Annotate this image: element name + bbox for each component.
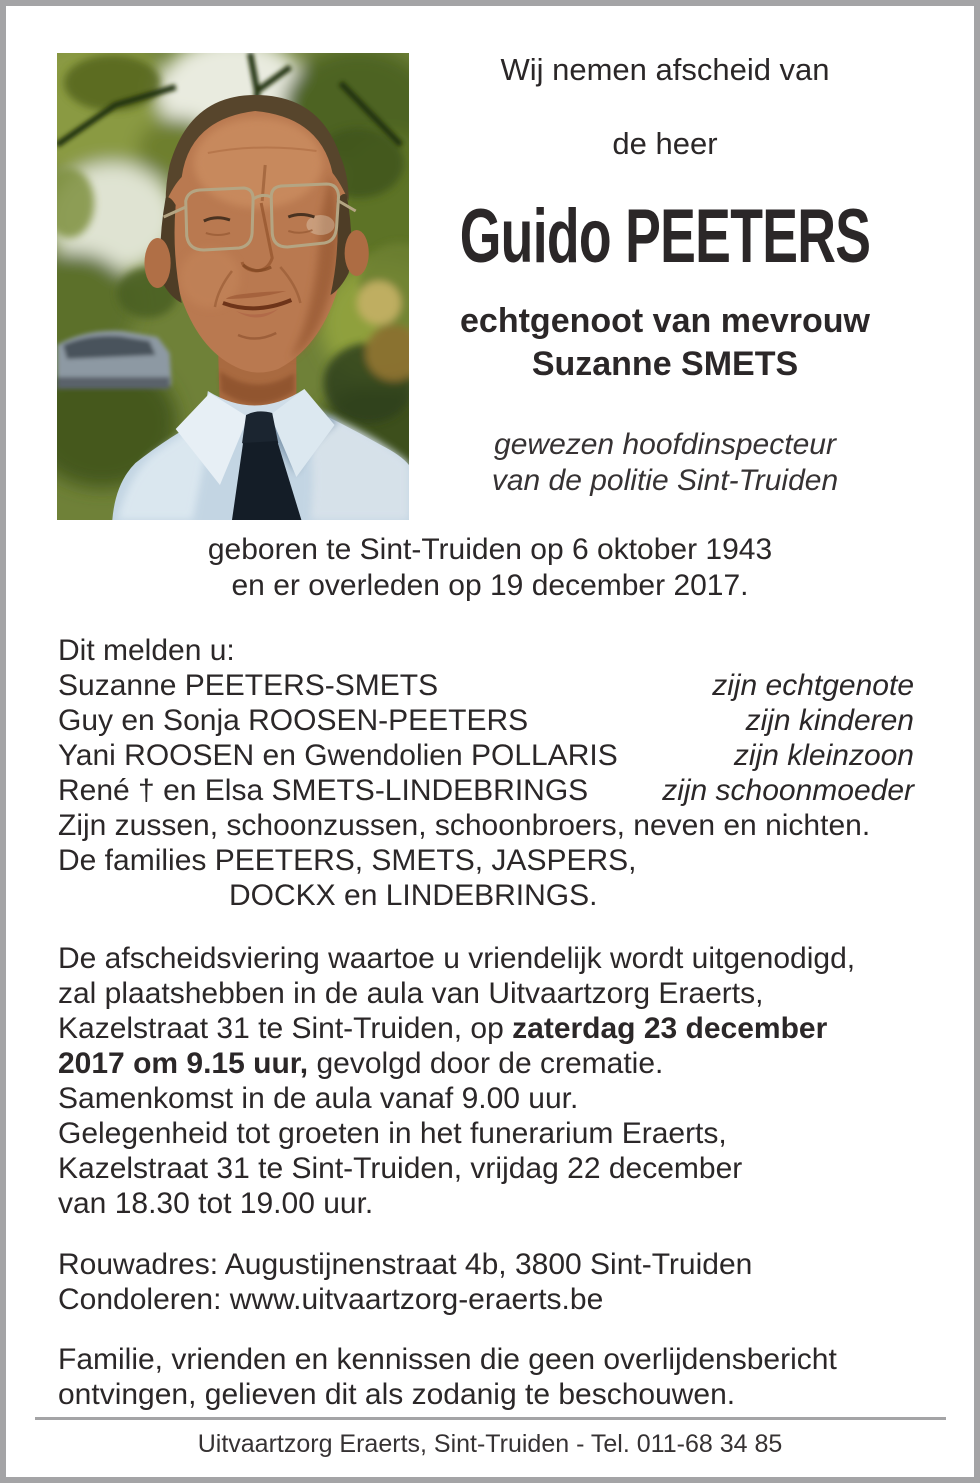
relative-names: René † en Elsa SMETS-LINDEBRINGS [58,774,589,807]
relatives-extra-line-2: De families PEETERS, SMETS, JASPERS, [58,844,637,877]
service-line-2: zal plaatshebben in de aula van Uitvaartzorg Eraerts, [58,977,764,1010]
contact-rouwadres: Rouwadres: Augustijnenstraat 4b, 3800 Sint-Truiden [58,1248,753,1281]
service-line-8: van 18.30 tot 19.00 uur. [58,1187,374,1220]
notice-block [58,1342,914,1412]
relative-row [58,668,914,703]
announcement-block [58,633,914,913]
relatives-extra-line-3: DOCKX en LINDEBRINGS. [229,879,598,912]
service-line-1: De afscheidsviering waartoe u vriendelijk wordt uitgenodigd, [58,942,856,975]
relation-line-1: echtgenoot van mevrouw [460,302,870,340]
relative-names: Suzanne PEETERS-SMETS [58,669,439,702]
service-line-4 [58,1046,914,1081]
relative-relation: zijn schoonmoeder [662,774,914,807]
service-line-3 [58,1011,914,1046]
footer-divider [35,1417,946,1420]
contact-block [58,1247,914,1317]
relative-names: Guy en Sonja ROOSEN-PEETERS [58,704,529,737]
relative-names: Yani ROOSEN en Gwendolien POLLARIS [58,739,618,772]
service-line-4-bold: 2017 om 9.15 uur, [58,1047,309,1080]
service-line-7: Kazelstraat 31 te Sint-Truiden, vrijdag 22 december [58,1152,743,1185]
service-line-4-normal: gevolgd door de crematie. [308,1047,664,1080]
service-line-3-normal: Kazelstraat 31 te Sint-Truiden, op [58,1012,513,1045]
relative-row [58,738,914,773]
relation-block [415,300,915,386]
service-line-3-bold: zaterdag 23 december [512,1012,828,1045]
deceased-name-text: Guido PEETERS [459,194,871,279]
footer-text: Uitvaartzorg Eraerts, Sint-Truiden - Tel. 011-68 34 85 [197,1430,783,1458]
relation-line-2: Suzanne SMETS [531,345,799,383]
service-block [58,941,914,1221]
former-title-block [415,427,915,499]
service-line-5: Samenkomst in de aula vanaf 9.00 uur. [58,1082,579,1115]
service-line-6: Gelegenheid tot groeten in het funerarium Eraerts, [58,1117,727,1150]
relative-relation: zijn kinderen [745,704,914,737]
header-intro-line-2: de heer [612,126,718,161]
portrait-photo [57,53,409,520]
relatives-extra-line-1: Zijn zussen, schoonzussen, schoonbroers, neven en nichten. [58,809,871,842]
contact-condoleren: Condoleren: www.uitvaartzorg-eraerts.be [58,1283,604,1316]
life-dates-line-2: en er overleden op 19 december 2017. [231,569,749,602]
former-title-line-2: van de politie Sint-Truiden [491,464,839,497]
relative-row [58,703,914,738]
life-dates [6,532,974,604]
relative-relation: zijn kleinzoon [733,739,914,772]
life-dates-line-1: geboren te Sint-Truiden op 6 oktober 1943 [207,533,773,566]
notice-line-1: Familie, vrienden en kennissen die geen overlijdensbericht [58,1343,837,1376]
header-intro-line-1: Wij nemen afscheid van [500,52,830,87]
former-title-line-1: gewezen hoofdinspecteur [494,428,836,461]
notice-line-2: ontvingen, gelieven dit als zodanig te beschouwen. [58,1378,736,1411]
relative-relation: zijn echtgenote [712,669,914,702]
relative-row [58,773,914,808]
announcement-heading: Dit melden u: [58,634,235,667]
